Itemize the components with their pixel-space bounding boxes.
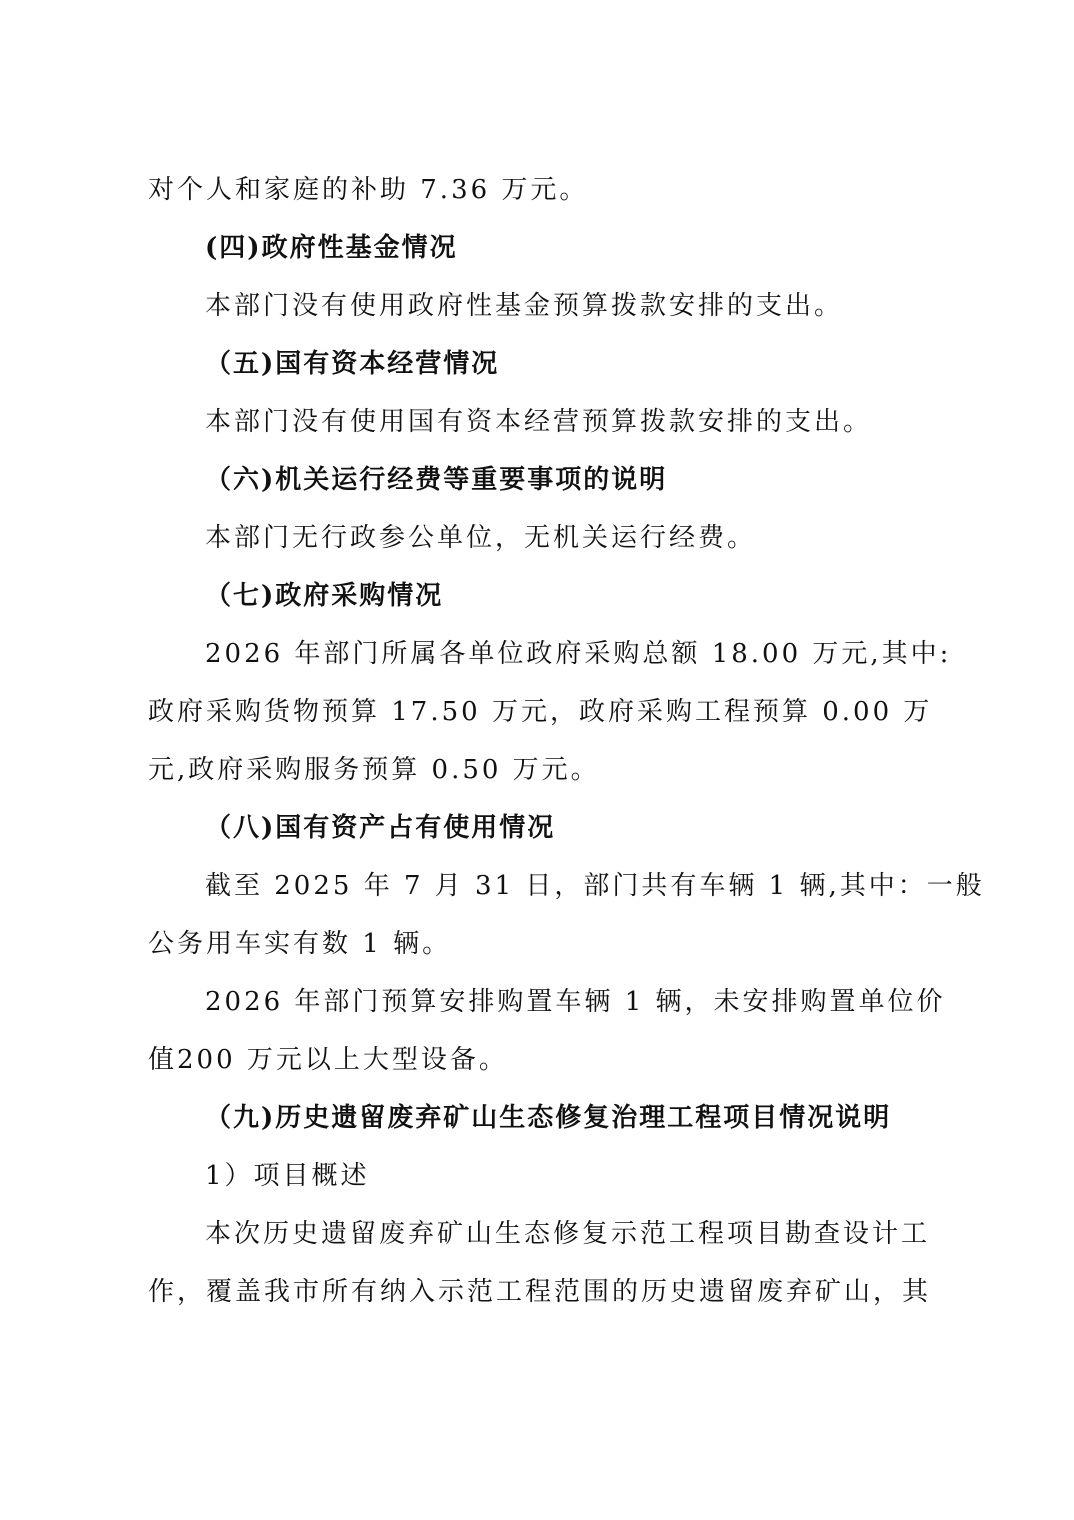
- section-heading-4: (四)政府性基金情况: [205, 233, 458, 263]
- subsection-heading: 1）项目概述: [205, 1161, 370, 1191]
- section-heading-6: （六)机关运行经费等重要事项的说明: [205, 465, 668, 495]
- section-heading-7: （七)政府采购情况: [205, 581, 444, 611]
- body-text-line: 2026 年部门所属各单位政府采购总额 18.00 万元,其中:: [205, 639, 952, 669]
- body-text-line: 元,政府采购服务预算 0.50 万元。: [148, 755, 600, 785]
- section-heading-8: （八)国有资产占有使用情况: [205, 813, 556, 843]
- body-text-line: 截至 2025 年 7 月 31 日，部门共有车辆 1 辆,其中：一般: [205, 871, 985, 901]
- body-text-line: 2026 年部门预算安排购置车辆 1 辆，未安排购置单位价: [205, 987, 946, 1017]
- body-text-line: 值200 万元以上大型设备。: [148, 1045, 508, 1075]
- section-heading-9: （九)历史遗留废弃矿山生态修复治理工程项目情况说明: [205, 1103, 892, 1133]
- body-text-line: 政府采购货物预算 17.50 万元，政府采购工程预算 0.00 万: [148, 697, 933, 727]
- body-text-line: 作，覆盖我市所有纳入示范工程范围的历史遗留废弃矿山，其: [148, 1277, 932, 1307]
- body-text-line: 本部门无行政参公单位，无机关运行经费。: [205, 523, 757, 553]
- body-text-line: 本部门没有使用国有资本经营预算拨款安排的支出。: [205, 407, 873, 437]
- section-heading-5: （五)国有资本经营情况: [205, 349, 500, 379]
- body-text-line: 对个人和家庭的补助 7.36 万元。: [148, 175, 589, 205]
- body-text-line: 本部门没有使用政府性基金预算拨款安排的支出。: [205, 291, 844, 321]
- body-text-line: 公务用车实有数 1 辆。: [148, 929, 452, 959]
- body-text-line: 本次历史遗留废弃矿山生态修复示范工程项目勘查设计工: [205, 1219, 931, 1249]
